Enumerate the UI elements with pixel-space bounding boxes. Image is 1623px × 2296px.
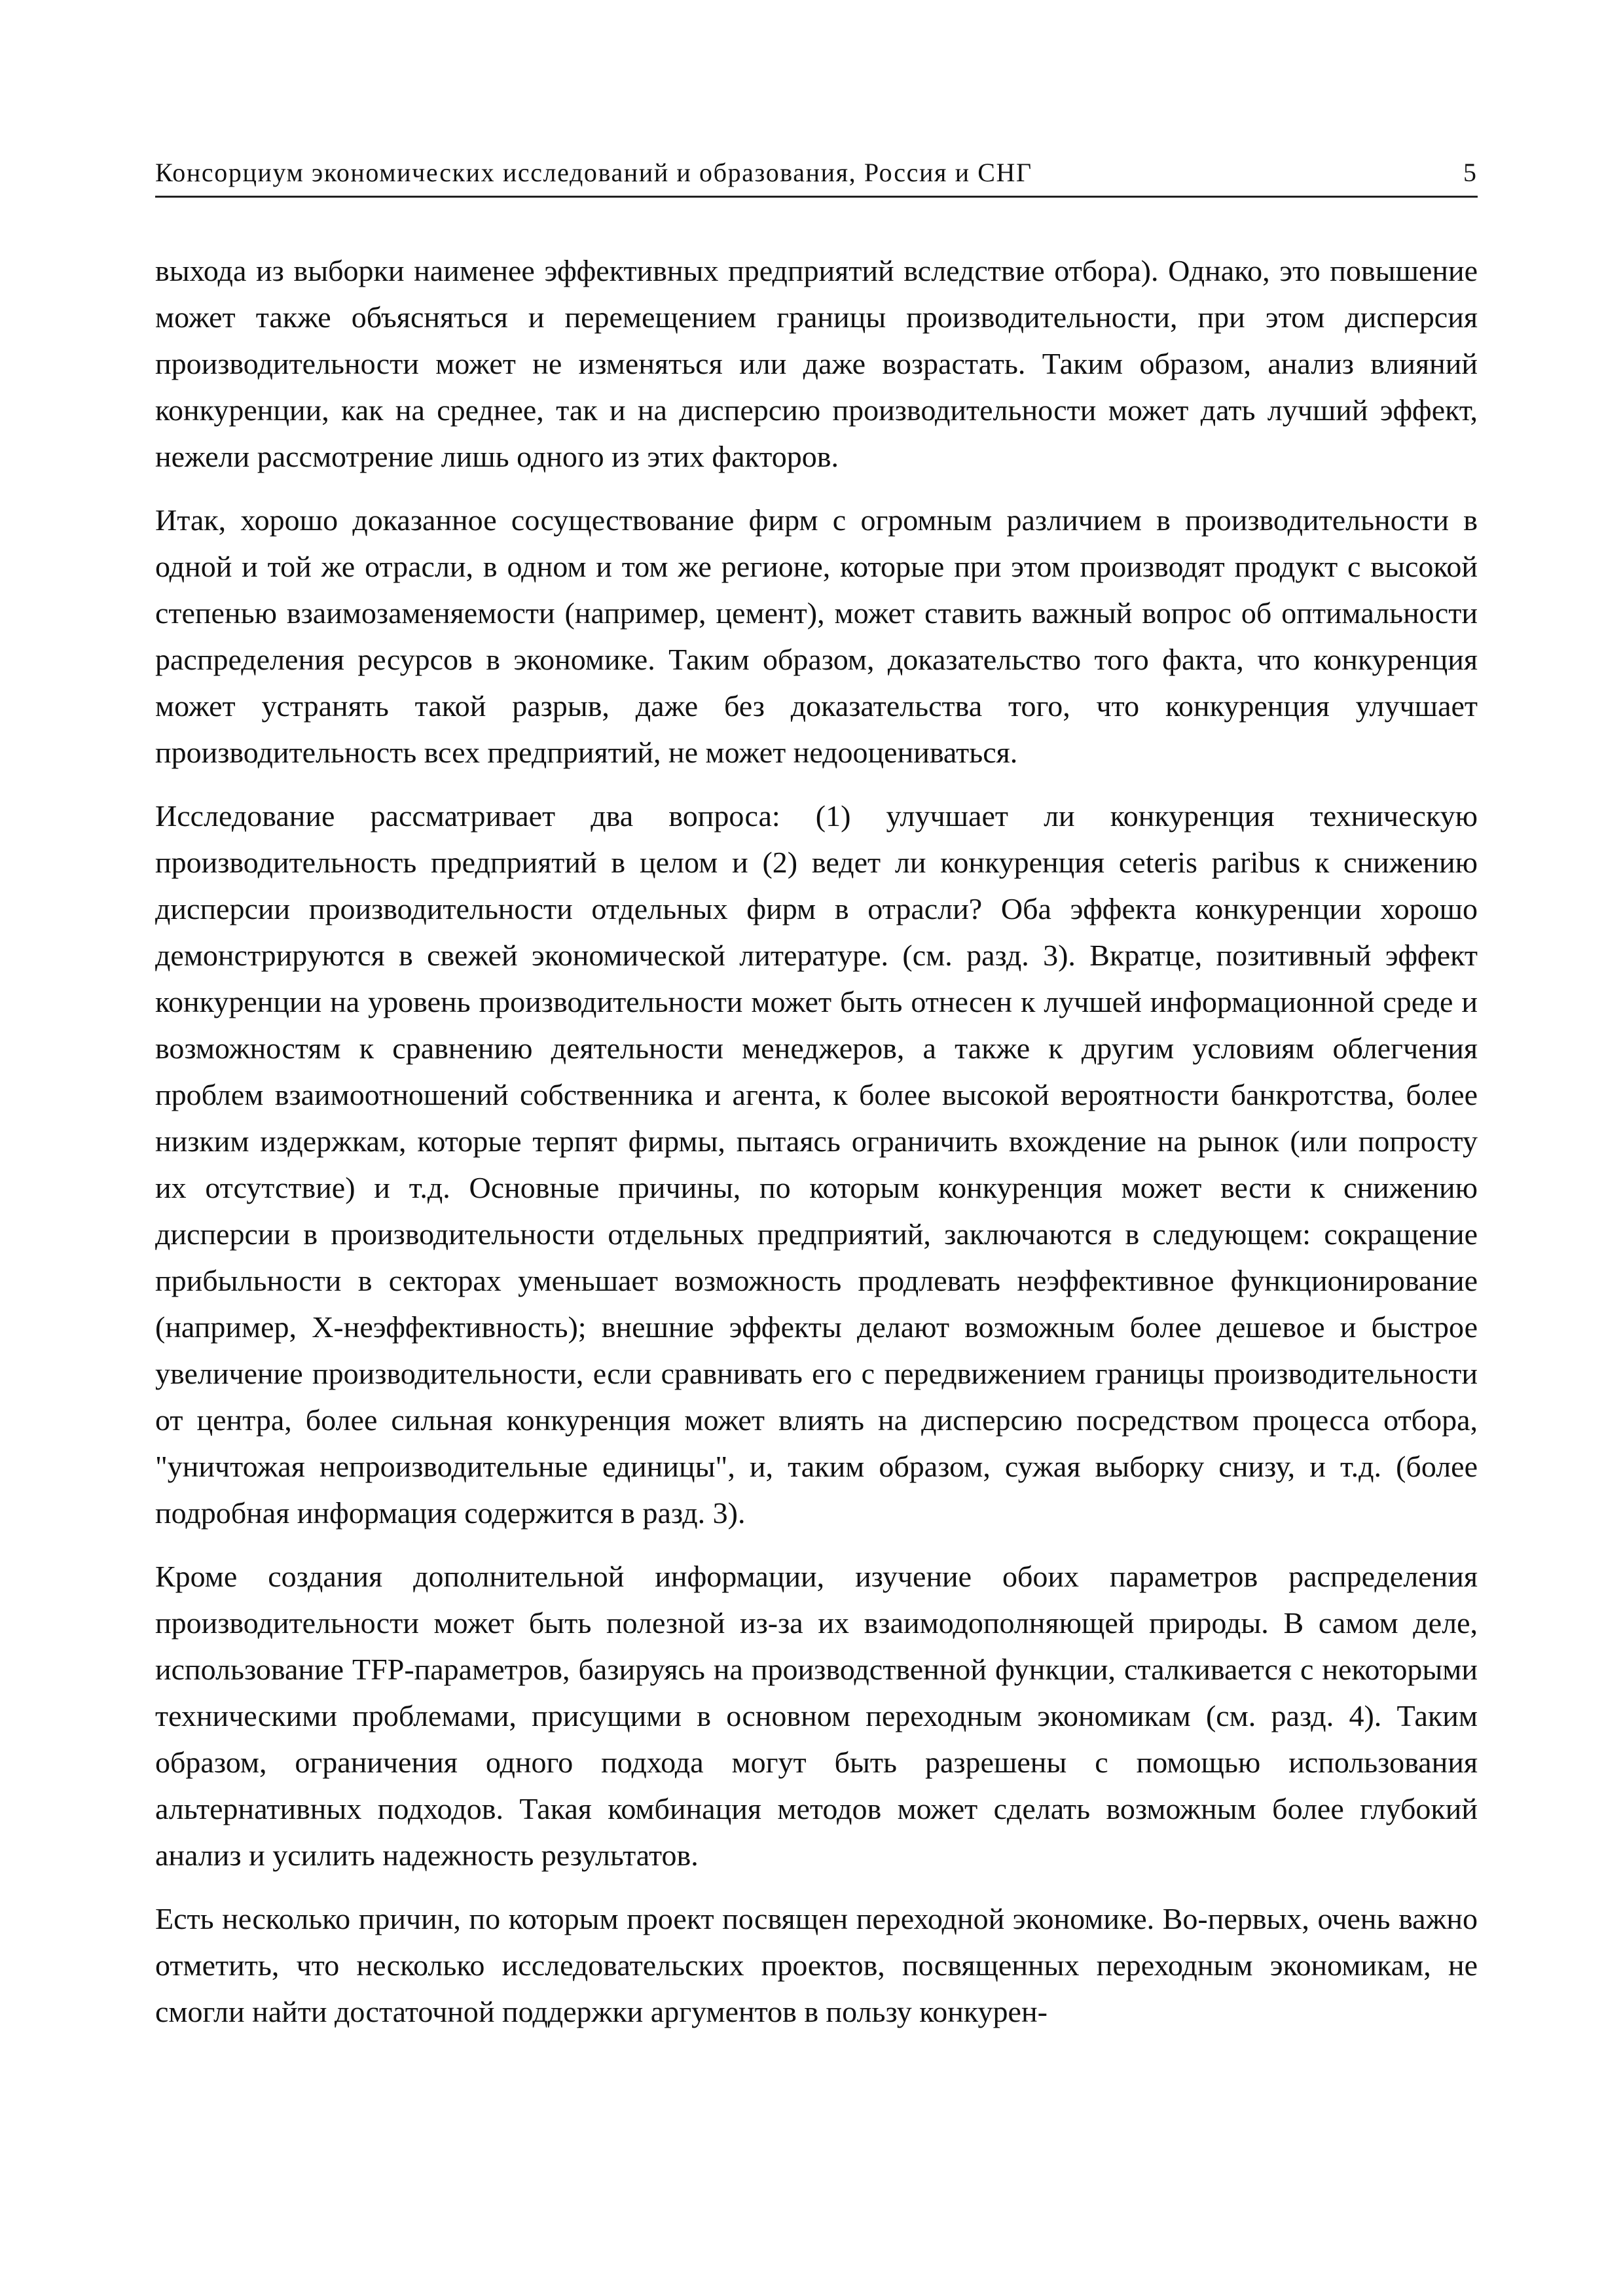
header-title: Консорциум экономических исследований и образования, Россия и СНГ bbox=[155, 158, 1032, 187]
paragraph-4: Кроме создания дополнительной информации, изучение обоих параметров распределения производительности может быть полезной из-за их взаимодополняющей природы. В самом деле, использование TFP-параметров, базируясь на производственной функции, сталкивается с некоторыми техническими проблемами, присущими в основном переходным экономикам (см. разд. 4). Таким образом, ограничения одного подхода могут быть разрешены с помощью использования альтернативных подходов. Такая комбинация методов может сделать возможным более глубокий анализ и усилить надежность результатов. bbox=[155, 1560, 1478, 1872]
paragraph-5: Есть несколько причин, по которым проект посвящен переходной экономике. Во-первых, очень важно отметить, что несколько исследовательских проектов, посвященных переходным экономикам, не смогли найти достаточной поддержки аргументов в пользу конкурен- bbox=[155, 1902, 1478, 2028]
paragraph-2: Итак, хорошо доказанное сосуществование фирм с огромным различием в производительности в одной и той же отрасли, в одном и том же регионе, которые при этом производят продукт с высокой степенью взаимозаменяемости (например, цемент), может ставить важный вопрос об оптимальности распределения ресурсов в экономике. Таким образом, доказательство того факта, что конкуренция может устранять такой разрыв, даже без доказательства того, что конкуренция улучшает производительность всех предприятий, не может недооцениваться. bbox=[155, 503, 1478, 769]
page-number: 5 bbox=[1463, 158, 1476, 187]
body-text bbox=[155, 247, 1478, 2052]
paragraph-1: выхода из выборки наименее эффективных предприятий вследствие отбора). Однако, это повышение может также объясняться и перемещением границы производительности, при этом дисперсия производительности может не изменяться или даже возрастать. Таким образом, анализ влияний конкуренции, как на среднее, так и на дисперсию производительности может дать лучший эффект, нежели рассмотрение лишь одного из этих факторов. bbox=[155, 254, 1478, 473]
running-header bbox=[155, 152, 1478, 198]
paragraph-3: Исследование рассматривает два вопроса: (1) улучшает ли конкуренция техническую производительность предприятий в целом и (2) ведет ли конкуренция ceteris paribus к снижению дисперсии производительности отдельных фирм в отрасли? Оба эффекта конкуренции хорошо демонстрируются в свежей экономической литературе. (см. разд. 3). Вкратце, позитивный эффект конкуренции на уровень производительности может быть отнесен к лучшей информационной среде и возможностям к сравнению деятельности менеджеров, а также к другим условиям облегчения проблем взаимоотношений собственника и агента, к более высокой вероятности банкротства, более низким издержкам, которые терпят фирмы, пытаясь ограничить вхождение на рынок (или попросту их отсутствие) и т.д. Основные причины, по которым конкуренция может вести к снижению дисперсии в производительности отдельных предприятий, заключаются в следующем: сокращение прибыльности в секторах уменьшает возможность продлевать неэффективное функционирование (например, X-неэффективность); внешние эффекты делают возможным более дешевое и быстрое увеличение производительности, если сравнивать его с передвижением границы производительности от центра, более сильная конкуренция может влиять на дисперсию посредством процесса отбора, "уничтожая непроизводительные единицы", и, таким образом, сужая выборку снизу, и т.д. (более подробная информация содержится в разд. 3). bbox=[155, 799, 1478, 1530]
